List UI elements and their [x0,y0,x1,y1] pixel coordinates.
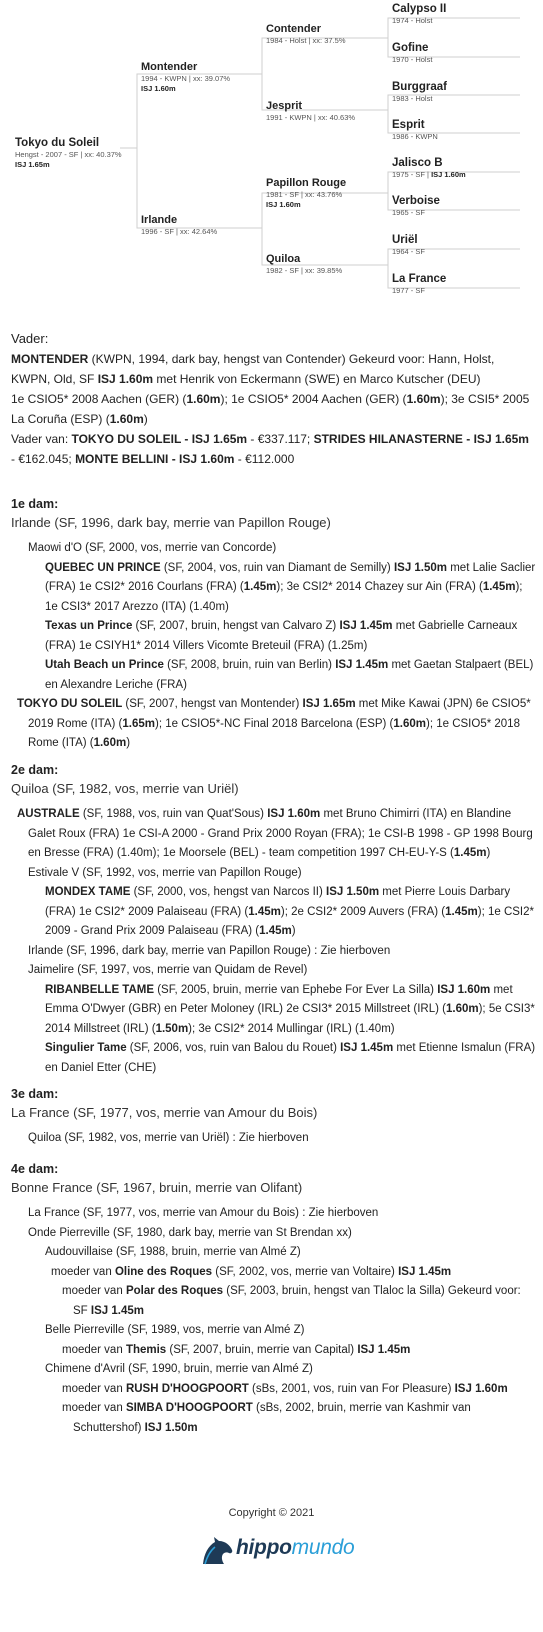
list-item: AUSTRALE (SF, 1988, vos, ruin van Quat'Sous) ISJ 1.60m met Bruno Chimirri (ITA) en Blandine Galet Roux (FRA) 1e CSI-A 2000 - Grand Prix 2000 Royan (FRA); 1e CSI-B 1998 - GP 1998 Bourg en Bresse (FRA) (1.40m); 1e Moorsele (BEL) - team competition 1997 CH-EU-Y-S (1.45m) [17,808,533,859]
dam2-name: Quiloa (SF, 1982, vos, merrie van Uriël) [11,781,239,796]
pedigree-chart [0,0,543,310]
horse-info: 1984 - Holst | xx: 37.5% [266,36,346,45]
pedigree-gen3-1[interactable] [266,23,346,46]
pedigree-gen3-4[interactable] [266,253,342,276]
dam2-section [11,761,536,1078]
dam4-section [11,1160,536,1438]
horse-info: 1986 - KWPN [392,132,438,141]
list-item: Irlande (SF, 1996, dark bay, merrie van Papillon Rouge) : Zie hierboven [28,944,391,957]
list-item: MONDEX TAME (SF, 2000, vos, hengst van Narcos II) ISJ 1.50m met Pierre Louis Darbary (FRA) 1e CSI2* 2009 Palaiseau (FRA) (1.45m); 2e CSI2* 2009 Auvers (FRA) (1.45m); 1e CSI2* 2009 - Grand Prix 2009 Palaiseau (FRA) (1.45m) [45,886,534,937]
horse-link[interactable]: Singulier Tame [45,1042,127,1054]
horse-name[interactable]: Papillon Rouge [266,177,347,189]
copyright: Copyright © 2021 [228,1507,315,1519]
horse-link[interactable]: Polar des Roques [125,1285,224,1297]
dam4-name: Bonne France (SF, 1967, bruin, merrie van Olifant) [11,1180,303,1195]
list-item: QUEBEC UN PRINCE (SF, 2004, vos, ruin van Diamant de Semilly) ISJ 1.50m met Lalie Saclier (FRA) 1e CSI2* 2016 Courlans (FRA) (1.45m); 3e CSI2* 2014 Chazey sur Ain (FRA) (1.45m); 1e CSI3* 2017 Arezzo (ITA) (1.40m) [45,561,536,613]
sire-riders: met Henrik von Eckermann (SWE) en Marco Kutscher (DEU) [153,372,481,386]
logo-wordmark: hippomundo [236,1536,355,1559]
dam2-heading: 2e dam: [11,763,59,777]
horse-link[interactable]: QUEBEC UN PRINCE [45,561,161,574]
horse-head-icon [200,1536,234,1566]
hippomundo-logo[interactable] [200,1534,355,1568]
horse-name[interactable]: Uriël [392,234,418,246]
list-item: moeder van Themis (SF, 2007, bruin, merrie van Capital) ISJ 1.45m [62,1343,411,1356]
pedigree-gen4-8[interactable] [392,273,446,296]
list-item: Utah Beach un Prince (SF, 2008, bruin, ruin van Berlin) ISJ 1.45m met Gaetan Stalpaert (BEL) en Alexandre Leriche (FRA) [45,659,534,691]
sire-section [11,329,536,469]
horse-name[interactable]: Esprit [392,119,425,131]
list-item: Maowi d'O (SF, 2000, vos, merrie van Concorde) [28,542,277,554]
pedigree-gen3-3[interactable] [266,177,346,210]
pedigree-gen4-5[interactable] [392,157,466,180]
horse-name[interactable]: Montender [141,61,198,73]
horse-link[interactable]: Themis [125,1343,167,1356]
horse-name[interactable]: Burggraaf [392,81,447,93]
horse-link[interactable]: SIMBA D'HOOGPOORT [125,1402,253,1414]
dam1-section [11,495,536,754]
sire-description [11,349,536,389]
list-item: Singulier Tame (SF, 2006, vos, ruin van Balou du Rouet) ISJ 1.45m met Etienne Ismalun (FRA) en Daniel Etter (CHE) [45,1042,536,1074]
offspring-link[interactable]: MONTE BELLINI - ISJ 1.60m [75,452,235,466]
sire-isj: ISJ 1.60m [97,372,154,386]
pedigree-sire[interactable] [141,61,230,94]
sire-heading: Vader: [11,331,49,346]
sire-desc: (KWPN, 1994, dark bay, hengst van Contender) Gekeurd voor: Hann, Holst, KWPN, Old, SF [11,352,495,386]
list-item: Estivale V (SF, 1992, vos, merrie van Papillon Rouge) [28,866,302,879]
offspring-link[interactable]: TOKYO DU SOLEIL - ISJ 1.65m [71,432,248,446]
list-item: TOKYO DU SOLEIL (SF, 2007, hengst van Montender) ISJ 1.65m met Mike Kawai (JPN) 6e CSIO5* 2019 Rome (ITA) (1.65m); 1e CSIO5*-NC Final 2018 Barcelona (ESP) (1.60m); 1e CSIO5* 2018 Rome (ITA) (1.60m) [17,698,531,749]
horse-info: 1965 - SF [392,208,425,217]
horse-info: 1996 - SF | xx: 42.64% [141,227,218,236]
horse-isj: ISJ 1.65m [15,160,50,169]
sire-name[interactable]: MONTENDER [11,352,89,366]
list-item: moeder van Oline des Roques (SF, 2002, vos, merrie van Voltaire) ISJ 1.45m [51,1265,452,1278]
pedigree-dam[interactable] [141,214,217,237]
horse-info: 1983 - Holst [392,94,433,103]
list-item: Onde Pierreville (SF, 1980, dark bay, merrie van St Brendan xx) [28,1226,352,1239]
pedigree-gen4-3[interactable] [392,81,447,104]
dam1-heading: 1e dam: [11,497,59,511]
list-item: moeder van Polar des Roques (SF, 2003, bruin, hengst van Tlaloc la Silla) Gekeurd voor: SF ISJ 1.45m [62,1285,521,1317]
list-item: Belle Pierreville (SF, 1989, vos, merrie van Almé Z) [45,1324,305,1336]
list-item: Jaimelire (SF, 1997, vos, merrie van Quidam de Revel) [28,964,308,976]
horse-link[interactable]: Utah Beach un Prince [45,659,164,671]
horse-name[interactable]: Calypso II [392,3,447,15]
horse-isj: ISJ 1.60m [431,170,466,179]
horse-info: 1964 - SF [392,247,425,256]
horse-info [392,170,466,180]
horse-name[interactable]: Jalisco B [392,157,443,169]
offspring-link[interactable]: STRIDES HILANASTERNE - ISJ 1.65m [313,432,529,446]
horse-info: 1974 - Holst [392,16,433,25]
horse-name[interactable]: Contender [266,23,321,35]
list-item: La France (SF, 1977, vos, merrie van Amour du Bois) : Zie hierboven [28,1207,379,1219]
pedigree-gen4-4[interactable] [392,119,438,142]
dam1-name: Irlande (SF, 1996, dark bay, merrie van Papillon Rouge) [11,515,331,530]
list-item: Audouvillaise (SF, 1988, bruin, merrie van Almé Z) [45,1246,301,1258]
dam3-name: La France (SF, 1977, vos, merrie van Amour du Bois) [11,1105,318,1120]
pedigree-gen4-6[interactable] [392,195,440,218]
horse-name[interactable]: La France [392,273,447,285]
dam3-heading: 3e dam: [11,1087,59,1101]
horse-info: 1977 - SF [392,286,425,295]
horse-info: Hengst - 2007 - SF | xx: 40.37% [15,150,122,159]
sire-offspring: Vader van: TOKYO DU SOLEIL - ISJ 1.65m - €337.117; STRIDES HILANASTERNE - ISJ 1.65m - €162.045; MONTE BELLINI - ISJ 1.60m - €112.000 [11,432,529,466]
horse-info-text: 1975 - SF | [392,170,432,179]
horse-link[interactable]: MONDEX TAME [45,886,131,898]
dam3-section [11,1085,536,1149]
horse-name[interactable]: Jesprit [266,100,303,112]
horse-info: 1970 - Holst [392,55,433,64]
list-item: Texas un Prince (SF, 2007, bruin, hengst van Calvaro Z) ISJ 1.45m met Gabrielle Carneaux (FRA) 1e CSIYH1* 2014 Villers Vicomte Breteuil (FRA) (1.25m) [45,620,518,652]
horse-name[interactable]: Gofine [392,42,429,54]
horse-isj: ISJ 1.60m [266,200,301,209]
horse-info: 1982 - SF | xx: 39.85% [266,266,343,275]
pedigree-gen4-7[interactable] [392,234,425,257]
horse-link[interactable]: TOKYO DU SOLEIL [17,698,123,710]
horse-info: 1994 - KWPN | xx: 39.07% [141,74,231,83]
horse-link[interactable]: Oline des Roques [114,1265,213,1278]
pedigree-gen4-1[interactable] [392,3,446,26]
pedigree-subject[interactable] [15,137,122,170]
dam4-heading: 4e dam: [11,1162,59,1176]
horse-info: 1981 - SF | xx: 43.76% [266,190,343,199]
pedigree-gen4-2[interactable] [392,42,432,65]
sire-results: 1e CSIO5* 2008 Aachen (GER) (1.60m); 1e CSIO5* 2004 Aachen (GER) (1.60m); 3e CSI5* 2005 La Coruña (ESP) (1.60m) [11,392,530,426]
horse-name[interactable]: Irlande [141,214,178,226]
list-item: Quiloa (SF, 1982, vos, merrie van Uriël) : Zie hierboven [28,1132,309,1144]
horse-link[interactable]: Texas un Prince [45,620,133,632]
pedigree-gen3-2[interactable] [266,100,355,123]
horse-name[interactable]: Tokyo du Soleil [15,137,100,149]
list-item: moeder van RUSH D'HOOGPOORT (sBs, 2001, vos, ruin van For Pleasure) ISJ 1.60m [62,1382,508,1395]
list-item: moeder van SIMBA D'HOOGPOORT (sBs, 2002, bruin, merrie van Kashmir van Schuttershof) ISJ 1.50m [62,1402,471,1434]
list-item: Chimene d'Avril (SF, 1990, bruin, merrie van Almé Z) [45,1363,313,1375]
horse-link[interactable]: AUSTRALE [17,808,80,820]
horse-info: 1991 - KWPN | xx: 40.63% [266,113,356,122]
horse-name[interactable]: Verboise [392,195,440,207]
list-item: RIBANBELLE TAME (SF, 2005, bruin, merrie van Ephebe For Ever La Silla) ISJ 1.60m met Emma O'Dwyer (GBR) en Peter Moloney (IRL) 2e CSI3* 2015 Millstreet (IRL) (1.60m); 5e CSI3* 2014 Millstreet (IRL) (1.50m); 3e CSI2* 2014 Mullingar (IRL) (1.40m) [45,983,535,1035]
horse-isj: ISJ 1.60m [141,84,176,93]
horse-link[interactable]: RUSH D'HOOGPOORT [125,1382,249,1395]
horse-name[interactable]: Quiloa [266,253,301,265]
horse-link[interactable]: RIBANBELLE TAME [45,983,155,996]
